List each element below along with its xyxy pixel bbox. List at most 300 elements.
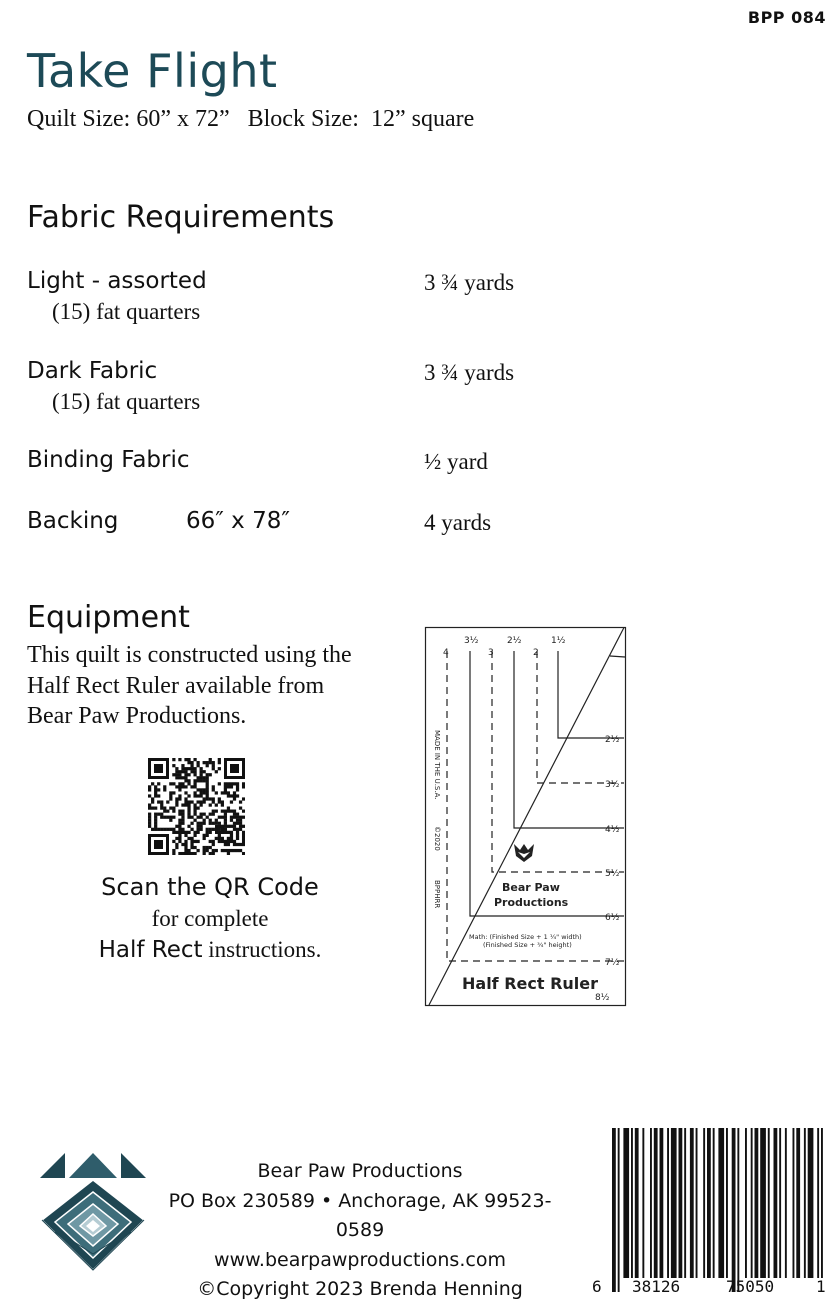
qr-module [169, 807, 172, 810]
qr-module [206, 788, 209, 791]
qr-module [200, 770, 203, 773]
qr-module [172, 840, 175, 843]
qr-module [230, 782, 233, 785]
qr-module [193, 807, 196, 810]
barcode-bar [650, 1128, 652, 1278]
qr-module [169, 819, 172, 822]
qr-module [181, 831, 184, 834]
barcode-bar [768, 1128, 770, 1278]
ruler-math-line2: (Finished Size + ¾" height) [483, 941, 572, 949]
qr-module [230, 837, 233, 840]
qr-module [239, 849, 242, 852]
qr-module [160, 816, 163, 819]
qr-module [187, 794, 190, 797]
qr-module [181, 828, 184, 831]
ruler-side-mark: 7½ [605, 958, 620, 968]
barcode-bar [745, 1128, 747, 1278]
qr-module [193, 834, 196, 837]
qr-module [190, 800, 193, 803]
qr-module [236, 822, 239, 825]
qr-module [190, 840, 193, 843]
qr-module [178, 776, 181, 779]
qr-module [218, 758, 221, 761]
qr-module [157, 788, 160, 791]
barcode-bar [751, 1128, 753, 1278]
ruler-sku: BPPHRR [433, 880, 441, 909]
qr-module [209, 813, 212, 816]
qr-module [163, 788, 166, 791]
qr-module [190, 846, 193, 849]
qr-module [224, 788, 227, 791]
qr-module [184, 767, 187, 770]
barcode-bar [635, 1128, 639, 1278]
equipment-line: Half Rect Ruler available from [27, 672, 325, 699]
qr-module [242, 810, 245, 813]
qr-module [200, 779, 203, 782]
qr-module [169, 782, 172, 785]
qr-module [154, 816, 157, 819]
qr-module [197, 849, 200, 852]
qr-module [184, 785, 187, 788]
barcode-bar [707, 1128, 711, 1278]
qr-module [190, 837, 193, 840]
qr-module [190, 843, 193, 846]
qr-module [190, 852, 193, 855]
qr-module [236, 834, 239, 837]
qr-caption-line1: Scan the QR Code [101, 873, 319, 901]
qr-module [209, 773, 212, 776]
qr-module [221, 800, 224, 803]
qr-module [181, 764, 184, 767]
fabric-item-name: Light - assorted [27, 268, 207, 294]
ruler-side-mark: 2½ [605, 735, 620, 745]
qr-module [193, 831, 196, 834]
qr-module [239, 843, 242, 846]
qr-module [230, 800, 233, 803]
qr-module [227, 840, 230, 843]
qr-module [172, 773, 175, 776]
qr-module [218, 782, 221, 785]
barcode-bar [696, 1128, 698, 1278]
qr-module [242, 840, 245, 843]
qr-module [193, 819, 196, 822]
ruler-logo-icon [514, 844, 534, 862]
qr-module [230, 831, 233, 834]
qr-module [218, 797, 221, 800]
qr-module [175, 803, 178, 806]
ruler-side-mark: 8½ [595, 993, 610, 1003]
qr-module [227, 852, 230, 855]
qr-module [224, 840, 227, 843]
qr-module [212, 800, 215, 803]
qr-module [230, 810, 233, 813]
qr-module [187, 800, 190, 803]
qr-module [242, 782, 245, 785]
qr-module [236, 794, 239, 797]
qr-module [175, 767, 178, 770]
qr-module [224, 825, 227, 828]
qr-module [212, 843, 215, 846]
qr-module [212, 822, 215, 825]
qr-module [209, 803, 212, 806]
qr-module [233, 828, 236, 831]
qr-module [193, 852, 196, 855]
quilt-size-line: Quilt Size: 60” x 72” Block Size: 12” square [27, 106, 475, 132]
bear-paw-logo-icon [38, 1150, 148, 1272]
qr-module [206, 849, 209, 852]
fabric-item-qty: 3 ¾ yards [424, 270, 515, 295]
qr-module [227, 837, 230, 840]
qr-module [200, 825, 203, 828]
qr-module [175, 837, 178, 840]
qr-module [215, 791, 218, 794]
qr-module [224, 816, 227, 819]
qr-module [190, 764, 193, 767]
qr-module [151, 797, 154, 800]
qr-module [151, 800, 154, 803]
qr-module [236, 788, 239, 791]
qr-module [239, 828, 242, 831]
pattern-title: Take Flight [27, 44, 278, 98]
qr-module [221, 825, 224, 828]
qr-module [224, 828, 227, 831]
qr-module [190, 761, 193, 764]
qr-module [148, 794, 151, 797]
qr-module [175, 773, 178, 776]
qr-module [200, 794, 203, 797]
qr-module [178, 828, 181, 831]
qr-module [224, 791, 227, 794]
ruler-top-mark: 4 [443, 648, 449, 658]
qr-module [230, 819, 233, 822]
qr-module [215, 837, 218, 840]
barcode-bar [618, 1128, 620, 1292]
qr-module [181, 843, 184, 846]
publisher-name: Bear Paw Productions [257, 1160, 463, 1182]
qr-module [242, 852, 245, 855]
equipment-description [27, 640, 407, 732]
ruler-side-mark: 3½ [605, 780, 620, 790]
qr-module [242, 843, 245, 846]
qr-module [197, 764, 200, 767]
qr-module [154, 828, 157, 831]
qr-module [193, 785, 196, 788]
qr-module [166, 816, 169, 819]
qr-module [233, 825, 236, 828]
qr-module [206, 791, 209, 794]
qr-module [215, 803, 218, 806]
qr-module [178, 852, 181, 855]
qr-module [193, 813, 196, 816]
qr-module [184, 852, 187, 855]
qr-module [197, 800, 200, 803]
qr-module [236, 831, 239, 834]
qr-module [197, 779, 200, 782]
barcode-bar [737, 1128, 739, 1292]
qr-module [218, 828, 221, 831]
qr-module [233, 843, 236, 846]
qr-module [169, 828, 172, 831]
qr-caption-line2: for complete [151, 906, 269, 931]
qr-module [193, 779, 196, 782]
qr-module [197, 828, 200, 831]
qr-module [181, 816, 184, 819]
qr-module [193, 767, 196, 770]
qr-module [187, 761, 190, 764]
ruler-top-mark: 3 [488, 648, 494, 658]
qr-module [181, 785, 184, 788]
qr-module [181, 770, 184, 773]
qr-module [212, 813, 215, 816]
qr-module [172, 791, 175, 794]
fabric-item-qty: ½ yard [424, 449, 488, 474]
qr-module [218, 840, 221, 843]
barcode-bar [760, 1128, 766, 1278]
qr-module [181, 852, 184, 855]
qr-module [224, 785, 227, 788]
qr-module [209, 831, 212, 834]
ruler-math-line1: Math: (Finished Size + 1 ¼" width) [469, 933, 582, 941]
barcode-bar [713, 1128, 715, 1278]
ruler-name: Half Rect Ruler [462, 974, 599, 993]
qr-module [209, 852, 212, 855]
qr-module [242, 816, 245, 819]
qr-module [178, 822, 181, 825]
qr-module [203, 849, 206, 852]
barcode-bar [642, 1128, 644, 1278]
qr-module [227, 785, 230, 788]
qr-module [187, 813, 190, 816]
barcode-bar [779, 1128, 781, 1278]
barcode-bar [690, 1128, 694, 1278]
qr-module [193, 846, 196, 849]
qr-module [218, 761, 221, 764]
publisher-address: PO Box 230589 • Anchorage, AK 99523-0589 [168, 1189, 552, 1241]
barcode-bar [793, 1128, 795, 1278]
qr-caption-product: Half Rect [98, 937, 203, 963]
qr-module [166, 800, 169, 803]
qr-module [178, 810, 181, 813]
qr-module [163, 816, 166, 819]
half-rect-ruler-illustration [424, 626, 628, 1008]
qr-module [224, 831, 227, 834]
qr-module [181, 813, 184, 816]
qr-module [203, 791, 206, 794]
qr-module [184, 776, 187, 779]
qr-module [175, 800, 178, 803]
qr-module [212, 767, 215, 770]
ruler-copyright: ©2020 [433, 826, 441, 851]
qr-module [184, 803, 187, 806]
qr-module [163, 785, 166, 788]
qr-module [206, 782, 209, 785]
qr-module [242, 797, 245, 800]
qr-module [209, 822, 212, 825]
barcode-bar [817, 1128, 819, 1278]
qr-module [212, 849, 215, 852]
barcode-bar [660, 1128, 664, 1278]
qr-module [193, 758, 196, 761]
qr-module [193, 803, 196, 806]
qr-module [206, 846, 209, 849]
qr-module [200, 813, 203, 816]
qr-module [242, 834, 245, 837]
qr-module [172, 852, 175, 855]
publisher-info [150, 1157, 570, 1305]
qr-module [209, 797, 212, 800]
ruler-top-mark: 1½ [551, 636, 566, 646]
barcode-bar [804, 1128, 806, 1278]
qr-module [184, 779, 187, 782]
qr-module [157, 828, 160, 831]
barcode-bar [684, 1128, 686, 1278]
barcode-bar [667, 1128, 669, 1278]
qr-module [233, 849, 236, 852]
qr-module [236, 843, 239, 846]
qr-module [230, 816, 233, 819]
qr-module [181, 810, 184, 813]
qr-module [221, 849, 224, 852]
barcode-group2: 75050 [726, 1277, 775, 1296]
fabric-item-name: Backing [27, 508, 119, 534]
qr-module [221, 803, 224, 806]
qr-module [200, 773, 203, 776]
barcode-group1: 38126 [632, 1277, 681, 1296]
qr-module [181, 776, 184, 779]
qr-module [209, 758, 212, 761]
qr-module [230, 840, 233, 843]
fabric-item-qty: 4 yards [424, 510, 492, 535]
barcode-bar [726, 1128, 728, 1278]
qr-module [203, 761, 206, 764]
qr-module [148, 816, 151, 819]
qr-module [230, 794, 233, 797]
qr-module [227, 782, 230, 785]
qr-module [184, 846, 187, 849]
qr-module [181, 819, 184, 822]
qr-module [230, 849, 233, 852]
qr-module [200, 791, 203, 794]
publisher-website[interactable]: www.bearpawproductions.com [214, 1248, 506, 1271]
qr-module [172, 764, 175, 767]
qr-module [172, 782, 175, 785]
qr-module [233, 810, 236, 813]
qr-module [154, 822, 157, 825]
qr-module [224, 813, 227, 816]
barcode-bar [654, 1128, 658, 1278]
qr-module [212, 761, 215, 764]
qr-module [212, 797, 215, 800]
qr-module [236, 849, 239, 852]
qr-module [209, 846, 212, 849]
qr-module [200, 828, 203, 831]
qr-caption [30, 872, 390, 966]
qr-module [203, 797, 206, 800]
qr-module [221, 791, 224, 794]
ruler-made-in: MADE IN THE U.S.A. [433, 730, 441, 800]
qr-module [175, 825, 178, 828]
qr-module [209, 819, 212, 822]
qr-module [206, 776, 209, 779]
qr-module [172, 816, 175, 819]
qr-module [203, 846, 206, 849]
qr-module [184, 770, 187, 773]
qr-module [151, 807, 154, 810]
qr-module [151, 828, 154, 831]
barcode-bar [612, 1128, 616, 1292]
qr-module [184, 773, 187, 776]
barcode-bar [718, 1128, 724, 1278]
barcode-bar [821, 1128, 823, 1278]
equipment-heading: Equipment [27, 600, 190, 635]
qr-module [203, 800, 206, 803]
qr-module [187, 837, 190, 840]
qr-module [187, 779, 190, 782]
qr-module [178, 788, 181, 791]
qr-module [178, 819, 181, 822]
qr-code[interactable] [148, 758, 245, 855]
qr-module [187, 807, 190, 810]
qr-module [193, 770, 196, 773]
qr-module [227, 794, 230, 797]
ruler-side-mark: 5½ [605, 869, 620, 879]
qr-module [227, 831, 230, 834]
qr-module [190, 767, 193, 770]
qr-module [175, 797, 178, 800]
qr-module [218, 800, 221, 803]
qr-module [193, 791, 196, 794]
qr-module [215, 810, 218, 813]
qr-module [187, 849, 190, 852]
qr-module [172, 758, 175, 761]
qr-module [169, 816, 172, 819]
barcode-bar [623, 1128, 629, 1278]
barcode-bar [679, 1128, 683, 1278]
backing-size: 66″ x 78″ [186, 508, 290, 534]
qr-module [206, 831, 209, 834]
qr-module [230, 834, 233, 837]
qr-module [184, 840, 187, 843]
equipment-line: This quilt is constructed using the [27, 642, 352, 668]
qr-module [148, 819, 151, 822]
qr-module [242, 831, 245, 834]
qr-module [178, 813, 181, 816]
qr-module [175, 846, 178, 849]
qr-module [212, 810, 215, 813]
qr-module [203, 837, 206, 840]
qr-module [212, 788, 215, 791]
qr-module [154, 825, 157, 828]
qr-module [227, 849, 230, 852]
qr-module [181, 822, 184, 825]
qr-module [215, 828, 218, 831]
qr-module [154, 794, 157, 797]
qr-module [206, 828, 209, 831]
qr-module [178, 770, 181, 773]
qr-module [172, 828, 175, 831]
qr-module [163, 810, 166, 813]
qr-module [184, 797, 187, 800]
qr-module [233, 797, 236, 800]
qr-module [239, 819, 242, 822]
publisher-copyright: ©Copyright 2023 Brenda Henning [197, 1278, 523, 1300]
qr-module [221, 840, 224, 843]
qr-module [187, 831, 190, 834]
qr-module [178, 785, 181, 788]
qr-module [200, 800, 203, 803]
qr-module [169, 791, 172, 794]
qr-module [193, 840, 196, 843]
